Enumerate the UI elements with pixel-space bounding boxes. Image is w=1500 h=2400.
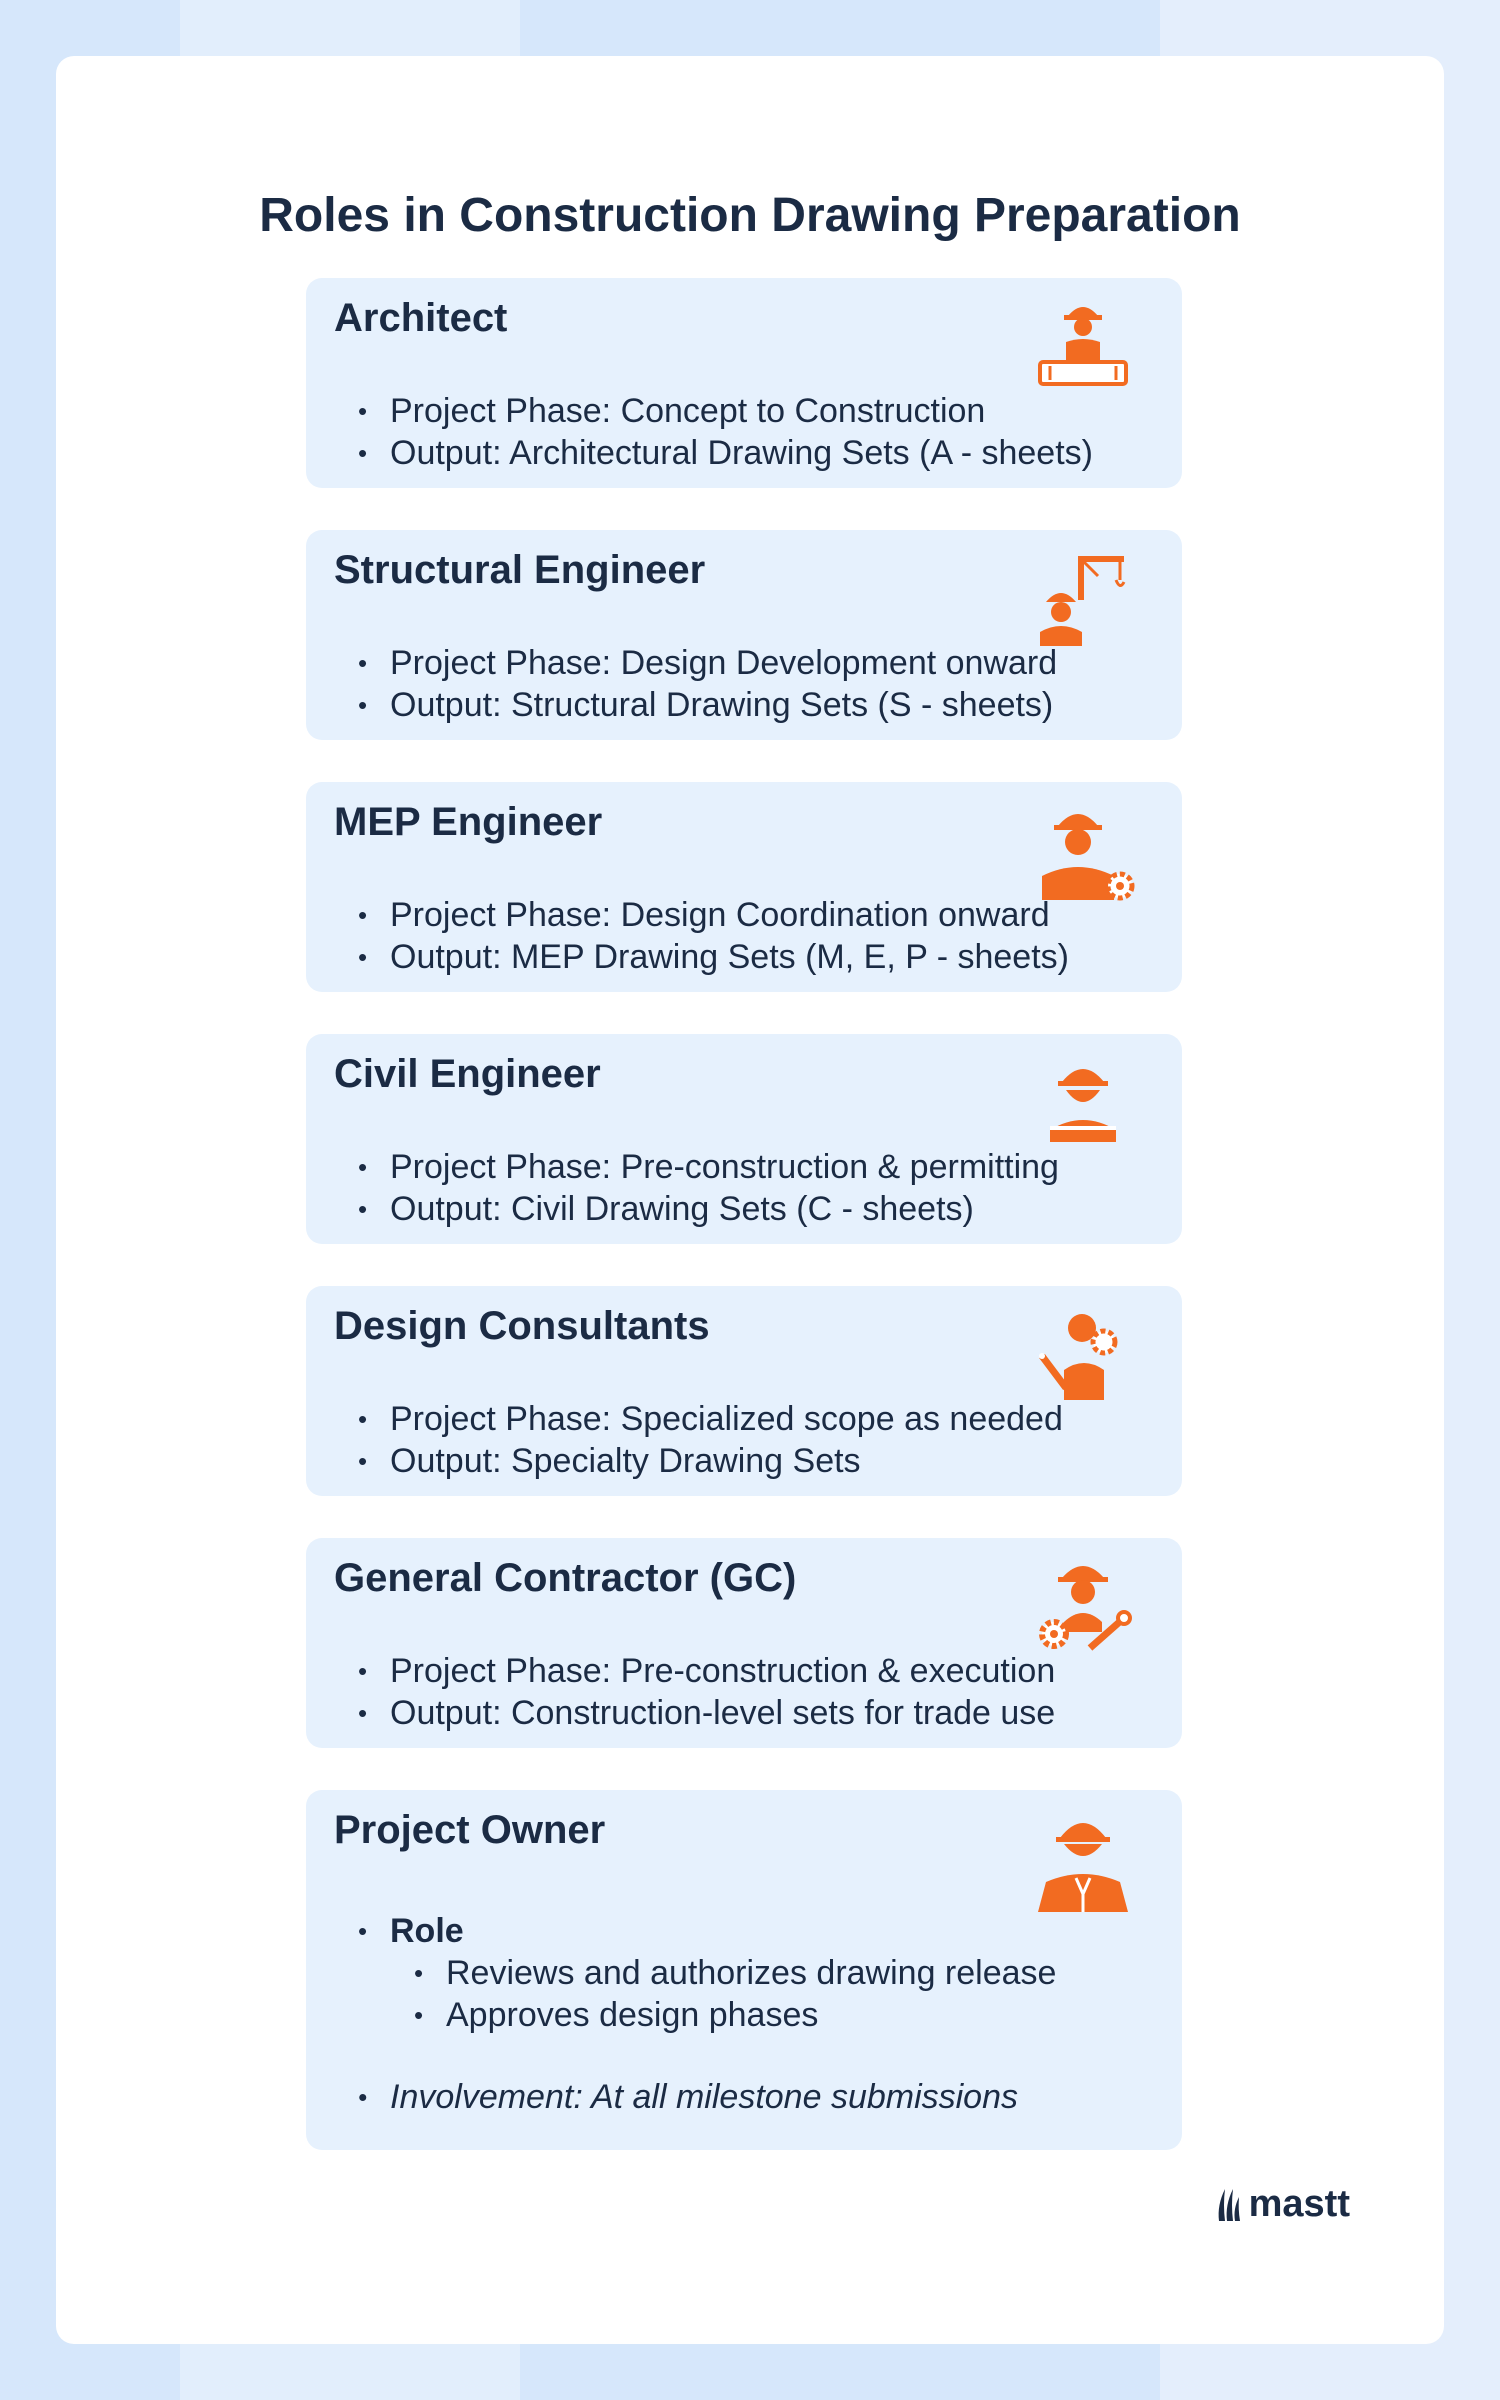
role-details	[358, 1146, 1059, 1230]
list-item	[358, 1910, 1056, 2036]
role-details	[358, 1910, 1056, 2118]
role-card-structural-engineer	[306, 530, 1182, 740]
role-label: Role	[390, 1912, 464, 1950]
list-item: • Output: Specialty Drawing Sets	[358, 1440, 1063, 1482]
role-details	[358, 642, 1057, 726]
role-card-general-contractor	[306, 1538, 1182, 1748]
list-item: • Project Phase: Design Development onward	[358, 642, 1057, 684]
engineer-crane-icon	[1028, 544, 1138, 654]
role-title: Civil Engineer	[334, 1052, 601, 1096]
list-item: • Project Phase: Pre-construction & permitting	[358, 1146, 1059, 1188]
owner-suit-helmet-icon	[1028, 1804, 1138, 1914]
mastt-logo	[1215, 2183, 1350, 2226]
list-item: • Project Phase: Pre-construction & execution	[358, 1650, 1055, 1692]
role-card-mep-engineer	[306, 782, 1182, 992]
page-title: Roles in Construction Drawing Preparation	[259, 189, 1241, 242]
list-item: • Approves design phases	[414, 1994, 1056, 2036]
contractor-gear-wrench-icon	[1028, 1552, 1138, 1662]
role-title: Project Owner	[334, 1808, 606, 1852]
role-title: Architect	[334, 296, 508, 340]
list-item: • Output: Construction-level sets for trade use	[358, 1692, 1055, 1734]
role-sublist	[390, 1952, 1056, 2036]
role-title: Design Consultants	[334, 1304, 710, 1348]
list-item: • Involvement: At all milestone submissions	[358, 2076, 1056, 2118]
role-card-project-owner	[306, 1790, 1182, 2150]
worker-helmet-icon	[1028, 1048, 1138, 1158]
role-details	[358, 390, 1093, 474]
architect-blueprint-icon	[1028, 292, 1138, 402]
role-card-civil-engineer	[306, 1034, 1182, 1244]
role-details	[358, 1650, 1055, 1734]
list-item: • Output: Civil Drawing Sets (C - sheets)	[358, 1188, 1059, 1230]
list-item: • Project Phase: Design Coordination onward	[358, 894, 1069, 936]
role-card-architect	[306, 278, 1182, 488]
list-item: • Project Phase: Concept to Construction	[358, 390, 1093, 432]
list-item: • Output: Architectural Drawing Sets (A - sheets)	[358, 432, 1093, 474]
role-title: Structural Engineer	[334, 548, 706, 592]
mastt-logo-icon	[1215, 2185, 1243, 2225]
engineer-gear-icon	[1028, 796, 1138, 906]
role-details	[358, 894, 1069, 978]
list-item: • Project Phase: Specialized scope as needed	[358, 1398, 1063, 1440]
list-item: • Output: Structural Drawing Sets (S - sheets)	[358, 684, 1057, 726]
list-item: • Reviews and authorizes drawing release	[414, 1952, 1056, 1994]
role-title: MEP Engineer	[334, 800, 603, 844]
consultant-pencil-gear-icon	[1028, 1300, 1138, 1410]
role-card-design-consultants	[306, 1286, 1182, 1496]
role-title: General Contractor (GC)	[334, 1556, 797, 1600]
infographic-panel	[56, 56, 1444, 2344]
role-details	[358, 1398, 1063, 1482]
list-item: • Output: MEP Drawing Sets (M, E, P - sheets)	[358, 936, 1069, 978]
logo-text: mastt	[1248, 2183, 1350, 2225]
